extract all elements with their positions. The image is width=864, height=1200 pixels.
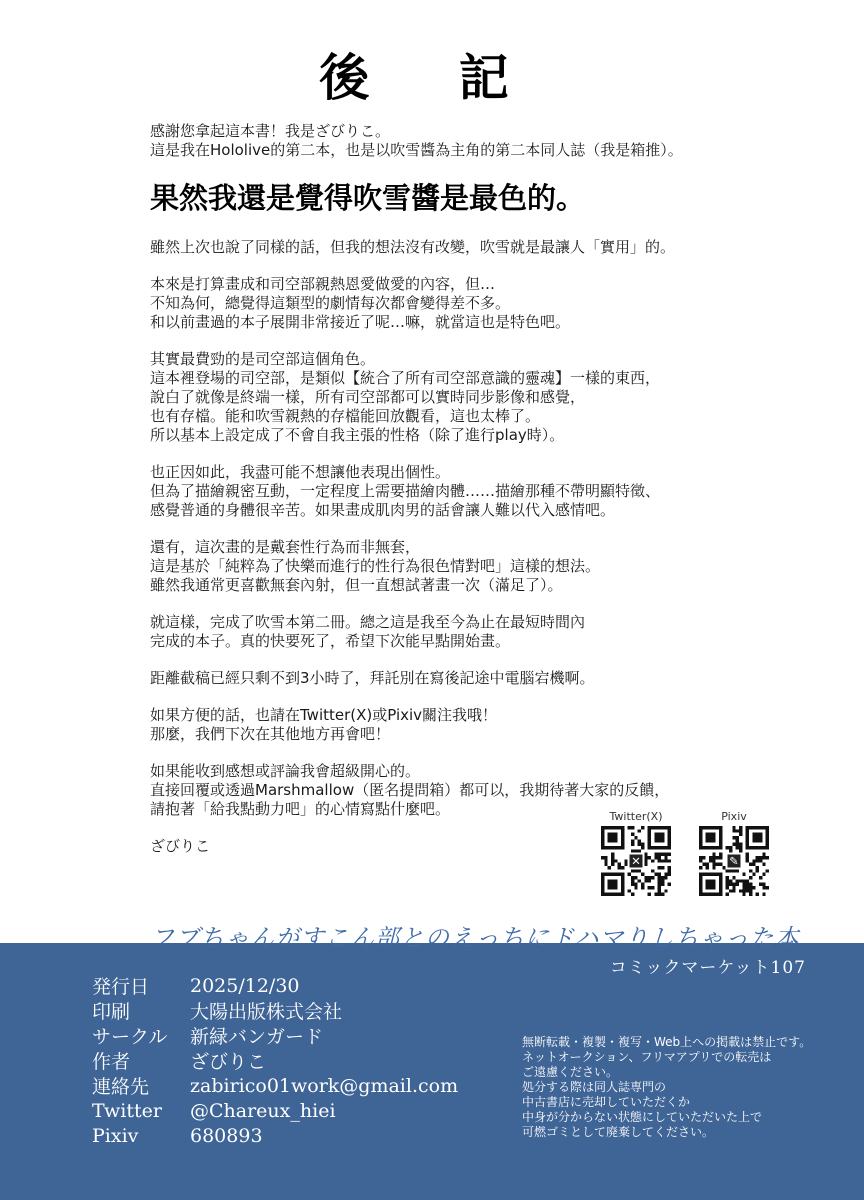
paragraph-8 — [150, 706, 790, 744]
colophon-row — [92, 1073, 458, 1098]
paragraph-line: 和以前畫過的本子展開非常接近了呢…嘛，就當這也是特色吧。 — [150, 313, 571, 331]
paragraph-2 — [150, 275, 790, 332]
paragraph-line: 那麼，我們下次在其他地方再會吧！ — [150, 725, 391, 743]
paragraph-line: 也正因如此，我盡可能不想讓他表現出個性。 — [150, 463, 451, 481]
colophon-value[interactable]: zabirico01work@gmail.com — [190, 1074, 459, 1097]
colophon-value[interactable]: @Chareux_hiei — [190, 1099, 336, 1122]
notice-line: ネットオークション、フリマアプリでの転売は — [522, 1050, 772, 1064]
colophon-key: Twitter — [92, 1099, 162, 1122]
intro-paragraph — [150, 122, 790, 160]
paragraph-line: 還有，這次畫的是戴套性行為而非無套， — [150, 538, 421, 556]
paragraph-line: 雖然上次也說了同樣的話，但我的想法沒有改變，吹雪就是最讓人「實用」的。 — [150, 238, 676, 256]
intro-line: 這是我在Hololive的第二本，也是以吹雪醬為主角的第二本同人誌（我是箱推）。 — [150, 141, 683, 159]
svg-text:✕: ✕ — [631, 854, 641, 868]
paragraph-line: 完成的本子。真的快要死了，希望下次能早點開始畫。 — [150, 632, 511, 650]
notice-line: 処分する際は同人誌専門の — [522, 1080, 667, 1094]
notice-line: 無断転載・複製・複写・Web上への掲載は禁止です。 — [522, 1035, 812, 1049]
paragraph-4 — [150, 463, 790, 520]
paragraph-line: 也有存檔。能和吹雪親熱的存檔能回放觀看，這也太棒了。 — [150, 407, 541, 425]
notice-line: 中古書店に売却していただくか — [522, 1095, 691, 1109]
paragraph-line: 如果能收到感想或評論我會超級開心的。 — [150, 762, 421, 780]
colophon-key: 作者 — [92, 1051, 131, 1073]
colophon-row — [92, 1098, 458, 1123]
reproduction-notice — [522, 1035, 842, 1140]
notice-line: 可燃ゴミとして廃棄してください。 — [522, 1125, 715, 1139]
paragraph-5 — [150, 538, 790, 595]
paragraph-line: 本來是打算畫成和司空部親熱恩愛做愛的內容，但… — [150, 275, 496, 293]
pixiv-qr-label: Pixiv — [721, 810, 747, 823]
paragraph-line: 不知為何，總覺得這類型的劇情每次都會變得差不多。 — [150, 294, 511, 312]
paragraph-line: 其實最費勁的是司空部這個角色。 — [150, 350, 376, 368]
paragraph-1 — [150, 238, 790, 257]
colophon-key: Pixiv — [92, 1124, 139, 1147]
colophon-row — [92, 1023, 458, 1048]
paragraph-line: 這是基於「純粹為了快樂而進行的性行為很色情對吧」這樣的想法。 — [150, 557, 601, 575]
colophon-row — [92, 973, 458, 998]
paragraph-line: 雖然我通常更喜歡無套內射，但一直想試著畫一次（滿足了）。 — [150, 576, 563, 594]
event-name: コミックマーケット107 — [609, 958, 806, 978]
twitter-qr-label: Twitter(X) — [609, 810, 663, 823]
colophon-footer — [0, 943, 864, 1200]
colophon-row — [92, 1048, 458, 1073]
afterword-body — [150, 122, 790, 856]
paragraph-line: 請抱著「給我點動力吧」的心情寫點什麼吧。 — [150, 800, 451, 818]
paragraph-line: 距離截稿已經只剩不到3小時了，拜託別在寫後記途中電腦宕機啊。 — [150, 669, 595, 687]
pixiv-qr-block — [694, 810, 774, 896]
paragraph-line: 就這樣，完成了吹雪本第二冊。總之這是我至今為止在最短時間內 — [150, 613, 586, 631]
twitter-qr-block — [596, 810, 676, 896]
paragraph-3 — [150, 350, 790, 445]
notice-line: 中身が分からない状態にしていただいた上で — [522, 1110, 763, 1124]
headline: 果然我還是覺得吹雪醬是最色的。 — [150, 181, 586, 215]
colophon-value: 2025/12/30 — [190, 974, 300, 997]
colophon-value: 大陽出版株式会社 — [190, 1001, 343, 1023]
paragraph-line: 這本裡登場的司空部，是類似【統合了所有司空部意識的靈魂】一樣的東西， — [150, 369, 661, 387]
paragraph-line: 所以基本上設定成了不會自我主張的性格（除了進行play時）。 — [150, 426, 565, 444]
colophon-key: 連絡先 — [92, 1076, 150, 1098]
colophon-key: サークル — [92, 1026, 168, 1048]
page-title: 後 記 — [319, 49, 545, 107]
notice-line: ご遠慮ください。 — [522, 1065, 619, 1079]
paragraph-line: 直接回覆或透過Marshmallow（匿名提問箱）都可以，我期待著大家的反饋， — [150, 781, 670, 799]
paragraph-line: 說白了就像是終端一樣，所有司空部都可以實時同步影像和感覺， — [150, 388, 586, 406]
pixiv-qr-code-icon[interactable] — [699, 826, 769, 896]
signature: ざびりこ — [150, 837, 211, 855]
paragraph-line: 但為了描繪親密互動，一定程度上需要描繪肉體……描繪那種不帶明顯特徵、 — [150, 482, 661, 500]
colophon-value[interactable]: 680893 — [190, 1124, 263, 1147]
colophon-value: ざびりこ — [190, 1051, 267, 1073]
twitter-qr-code-icon[interactable] — [601, 826, 671, 896]
colophon-row — [92, 998, 458, 1023]
colophon-value: 新緑バンガード — [190, 1026, 324, 1048]
paragraph-7 — [150, 669, 790, 688]
colophon-key: 印刷 — [92, 1001, 131, 1023]
paragraph-6 — [150, 613, 790, 651]
intro-line: 感謝您拿起這本書！我是ざびりこ。 — [150, 122, 391, 140]
colophon-row — [92, 1123, 458, 1148]
colophon-key: 発行日 — [92, 976, 150, 998]
colophon-table — [92, 973, 458, 1148]
svg-text:✎: ✎ — [729, 854, 739, 868]
paragraph-line: 感覺普通的身體很辛苦。如果畫成肌肉男的話會讓人難以代入感情吧。 — [150, 501, 616, 519]
book-title-jp: フブちゃんがすこん部とのえっちにドハマりしちゃった本 — [150, 924, 800, 952]
paragraph-line: 如果方便的話，也請在Twitter(X)或Pixiv關注我哦！ — [150, 706, 498, 724]
